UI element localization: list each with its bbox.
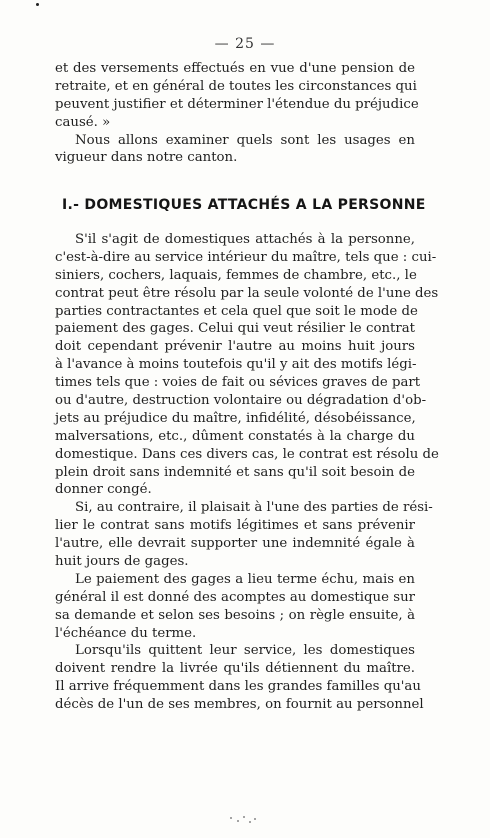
text-line: c'est-à-dire au service intérieur du maître, tels que : cui- xyxy=(55,249,437,265)
text-line: décès de l'un de ses membres, on fournit au personnel xyxy=(55,697,424,713)
intro-paragraphs xyxy=(55,60,419,167)
text-line: doit cependant prévenir l'autre au moins huit jours xyxy=(55,339,415,355)
text-line: parties contractantes et cela quel que soit le mode de xyxy=(55,303,418,319)
text-line: retraite, et en général de toutes les circonstances qui xyxy=(55,78,417,94)
text-line: sa demande et selon ses besoins ; on règle ensuite, à xyxy=(55,607,415,623)
print-speckle xyxy=(228,816,258,824)
text-line: lier le contrat sans motifs légitimes et sans prévenir xyxy=(55,518,415,534)
section-body xyxy=(55,231,439,714)
text-line: Le paiement des gages a lieu terme échu, mais en xyxy=(75,571,415,587)
text-line: contrat peut être résolu par la seule volonté de l'une des xyxy=(55,285,439,301)
text-line: S'il s'agit de domestiques attachés à la personne, xyxy=(75,232,415,247)
text-line: et des versements effectués en vue d'une pension de xyxy=(55,61,415,76)
text-line: plein droit sans indemnité et sans qu'il soit besoin de xyxy=(55,464,415,480)
text-line: général il est donné des acomptes au domestique sur xyxy=(55,589,415,605)
text-line: ou d'autre, destruction volontaire ou dégradation d'ob- xyxy=(55,393,427,409)
page-number: — 25 — xyxy=(214,36,276,52)
section-heading: I.- DOMESTIQUES ATTACHÉS A LA PERSONNE xyxy=(62,197,426,213)
text-line: donner congé. xyxy=(55,482,152,498)
text-line: jets au préjudice du maître, infidélité, désobéissance, xyxy=(55,410,416,426)
text-line: siniers, cochers, laquais, femmes de chambre, etc., le xyxy=(55,267,417,283)
text-line: Nous allons examiner quels sont les usages en xyxy=(75,132,415,148)
text-line: peuvent justifier et déterminer l'étendue du préjudice xyxy=(55,96,419,112)
text-line: vigueur dans notre canton. xyxy=(55,150,238,166)
text-line: times tels que : voies de fait ou sévices graves de part xyxy=(55,375,421,391)
text-line: causé. » xyxy=(55,114,111,130)
text-line: paiement des gages. Celui qui veut résilier le contrat xyxy=(55,321,415,337)
text-line: doivent rendre la livrée qu'ils détiennent du maître. xyxy=(55,661,415,677)
text-line: à l'avance à moins toutefois qu'il y ait des motifs légi- xyxy=(55,357,417,373)
text-line: malversations, etc., dûment constatés à la charge du xyxy=(55,428,415,444)
text-line: huit jours de gages. xyxy=(55,554,189,570)
text-line: domestique. Dans ces divers cas, le contrat est résolu de xyxy=(55,446,439,462)
text-line: l'autre, elle devrait supporter une indemnité égale à xyxy=(55,536,415,552)
text-line: l'échéance du terme. xyxy=(55,625,197,641)
text-line: Si, au contraire, il plaisait à l'une des parties de rési- xyxy=(75,500,433,516)
print-speck xyxy=(36,3,39,6)
text-line: Lorsqu'ils quittent leur service, les domestiques xyxy=(75,643,415,659)
text-line: Il arrive fréquemment dans les grandes familles qu'au xyxy=(55,679,421,695)
